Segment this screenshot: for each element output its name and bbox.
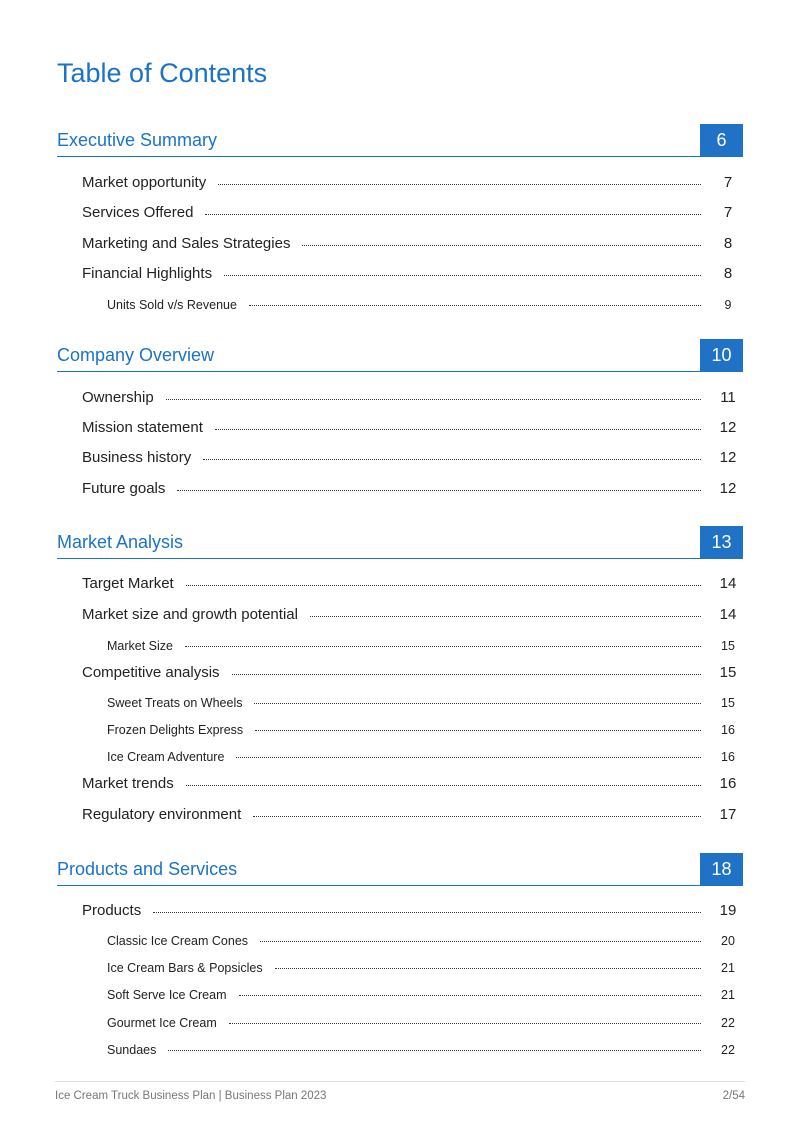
toc-entry[interactable] [57, 659, 743, 681]
toc-entry[interactable] [57, 260, 743, 282]
toc-subentry[interactable] [57, 290, 743, 312]
dot-leader [185, 645, 701, 647]
toc-entry[interactable] [57, 770, 743, 792]
toc-entry[interactable] [57, 570, 743, 592]
toc-entry-label: Market opportunity [82, 174, 207, 191]
toc-entry-label: Ice Cream Adventure [107, 750, 225, 764]
toc-entry-label: Competitive analysis [82, 664, 220, 681]
dot-leader [229, 1022, 701, 1024]
toc-section[interactable] [57, 339, 743, 372]
toc-section-title: Company Overview [57, 345, 215, 365]
toc-entry-label: Market Size [107, 639, 173, 653]
toc-entry-page: 20 [721, 934, 735, 948]
dot-leader [236, 756, 701, 758]
toc-entry-label: Financial Highlights [82, 265, 213, 282]
toc-section-title: Executive Summary [57, 130, 218, 150]
dot-leader [168, 1049, 701, 1051]
toc-entry[interactable] [57, 230, 743, 252]
toc-entry-label: Frozen Delights Express [107, 723, 244, 737]
toc-entry-label: Classic Ice Cream Cones [107, 934, 249, 948]
toc-entry-page: 7 [723, 204, 733, 221]
dot-leader [203, 458, 701, 460]
toc-section[interactable] [57, 853, 743, 886]
toc-entry-page: 16 [721, 723, 735, 737]
toc-subentry[interactable] [57, 926, 743, 948]
toc-entry-page: 7 [723, 174, 733, 191]
toc-subentry[interactable] [57, 980, 743, 1002]
toc-entry-page: 15 [721, 639, 735, 653]
dot-leader [218, 183, 701, 185]
toc-entry-label: Sweet Treats on Wheels [107, 696, 243, 710]
toc-section-page-badge: 6 [700, 124, 743, 156]
toc-entry-page: 12 [719, 449, 737, 466]
dot-leader [249, 304, 701, 306]
toc-entry[interactable] [57, 199, 743, 221]
toc-section-page-badge: 13 [700, 526, 743, 558]
toc-entry-label: Mission statement [82, 419, 203, 436]
toc-entry[interactable] [57, 169, 743, 191]
dot-leader [275, 967, 701, 969]
toc-section-page-badge: 10 [700, 339, 743, 371]
dot-leader [205, 213, 701, 215]
toc-entry-page: 12 [719, 480, 737, 497]
toc-entry-page: 8 [723, 235, 733, 252]
dot-leader [310, 615, 701, 617]
toc-entry-label: Services Offered [82, 204, 194, 221]
toc-entry-label: Units Sold v/s Revenue [107, 298, 237, 312]
toc-entry-label: Future goals [82, 480, 166, 497]
toc-section-title: Products and Services [57, 859, 238, 879]
toc-subentry[interactable] [57, 742, 743, 764]
dot-leader [255, 729, 701, 731]
toc-entry-label: Market size and growth potential [82, 606, 298, 623]
dot-leader [153, 911, 701, 913]
dot-leader [224, 274, 701, 276]
toc-section-title: Market Analysis [57, 532, 184, 552]
toc-entry-page: 14 [719, 606, 737, 623]
toc-subentry[interactable] [57, 688, 743, 710]
toc-entry-label: Ice Cream Bars & Popsicles [107, 961, 263, 975]
dot-leader [302, 244, 701, 246]
toc-entry-page: 16 [721, 750, 735, 764]
toc-entry-label: Gourmet Ice Cream [107, 1016, 217, 1030]
toc-section-page-badge: 18 [700, 853, 743, 885]
toc-subentry[interactable] [57, 1035, 743, 1057]
toc-section[interactable] [57, 124, 743, 157]
dot-leader [239, 994, 702, 996]
toc-subentry[interactable] [57, 631, 743, 653]
footer-page-number: 2/54 [722, 1090, 745, 1102]
footer-document-title: Ice Cream Truck Business Plan | Business Plan 2023 [55, 1090, 327, 1102]
toc-entry[interactable] [57, 384, 743, 406]
toc-entry-page: 17 [719, 806, 737, 823]
toc-entry-page: 16 [719, 775, 737, 792]
dot-leader [254, 702, 701, 704]
toc-entry-page: 14 [719, 575, 737, 592]
dot-leader [232, 673, 701, 675]
dot-leader [186, 784, 701, 786]
toc-entry-page: 12 [719, 419, 737, 436]
toc-subentry[interactable] [57, 1008, 743, 1030]
toc-entry[interactable] [57, 897, 743, 919]
toc-entry-label: Target Market [82, 575, 174, 592]
toc-entry-page: 21 [721, 961, 735, 975]
toc-entry-page: 15 [721, 696, 735, 710]
toc-entry[interactable] [57, 801, 743, 823]
toc-entry-label: Regulatory environment [82, 806, 242, 823]
toc-entry-label: Soft Serve Ice Cream [107, 988, 227, 1002]
toc-entry-page: 22 [721, 1043, 735, 1057]
toc-section[interactable] [57, 526, 743, 559]
toc-entry-page: 11 [720, 389, 736, 406]
toc-entry-label: Marketing and Sales Strategies [82, 235, 291, 252]
dot-leader [186, 584, 701, 586]
toc-subentry[interactable] [57, 715, 743, 737]
toc-entry-label: Ownership [82, 389, 154, 406]
page-footer [55, 1081, 745, 1102]
toc-entry[interactable] [57, 601, 743, 623]
toc-entry[interactable] [57, 444, 743, 466]
toc-subentry[interactable] [57, 953, 743, 975]
toc-entry-page: 22 [721, 1016, 735, 1030]
dot-leader [166, 398, 701, 400]
toc-entry-page: 19 [719, 902, 737, 919]
toc-entry-page: 21 [721, 988, 735, 1002]
toc-entry-page: 8 [723, 265, 733, 282]
page-title: Table of Contents [57, 58, 268, 88]
toc-entry[interactable] [57, 475, 743, 497]
dot-leader [253, 815, 701, 817]
toc-entry-label: Products [82, 902, 142, 919]
toc-entry-page: 15 [719, 664, 737, 681]
dot-leader [177, 489, 701, 491]
toc-entry-label: Business history [82, 449, 192, 466]
toc-entry-label: Sundaes [107, 1043, 157, 1057]
dot-leader [260, 940, 701, 942]
dot-leader [215, 428, 701, 430]
toc-entry-label: Market trends [82, 775, 174, 792]
toc-entry-page: 9 [724, 298, 732, 312]
toc-entry[interactable] [57, 414, 743, 436]
